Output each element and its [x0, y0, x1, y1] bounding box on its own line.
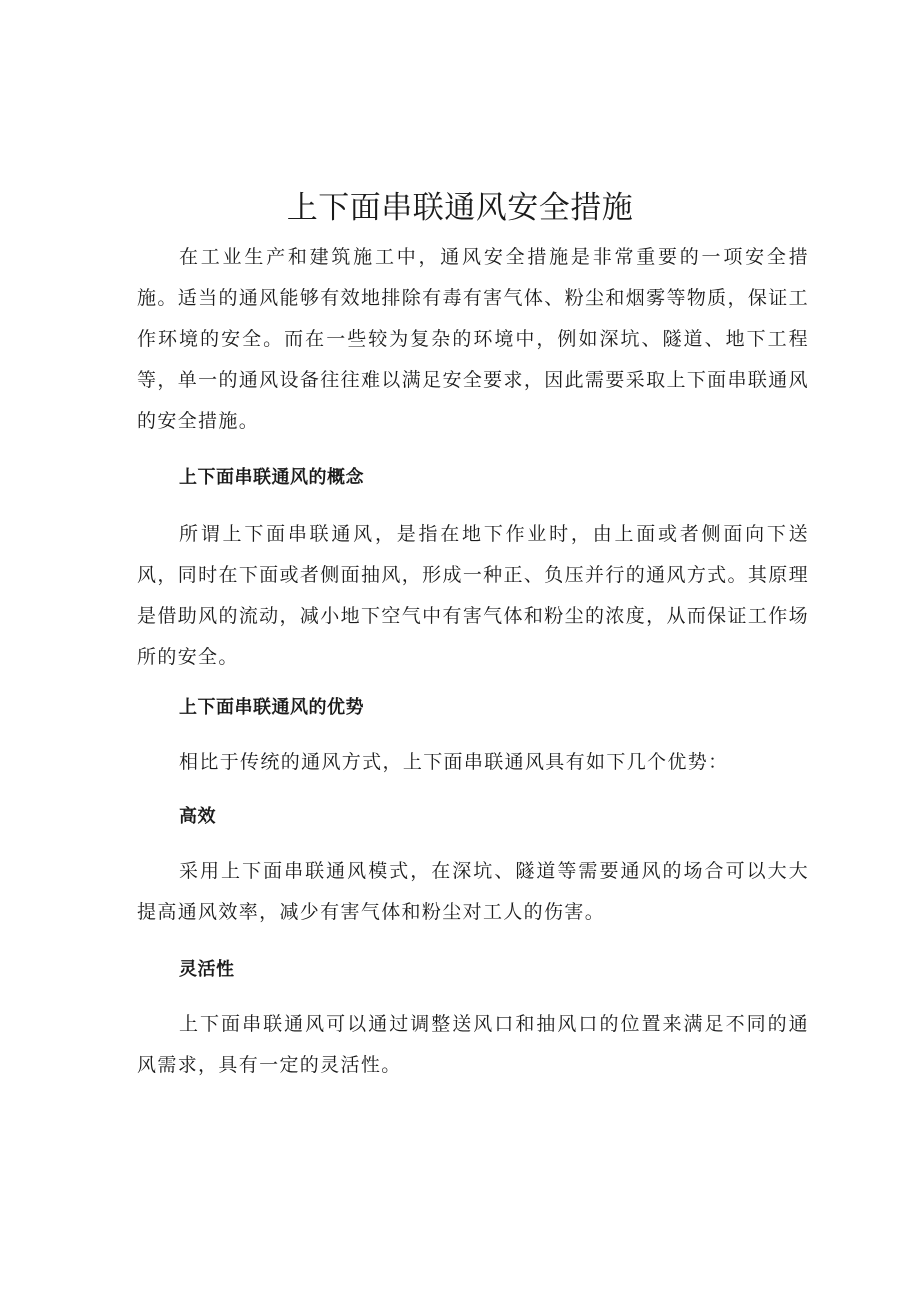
- section-body-concept: 所谓上下面串联通风，是指在地下作业时，由上面或者侧面向下送风，同时在下面或者侧面抽风，形成一种正、负压并行的通风方式。其原理是借助风的流动，减小地下空气中有害气体和粉尘的浓度，从而保证工作场所的安全。: [137, 523, 809, 668]
- section-heading-advantages: 上下面串联通风的优势: [179, 697, 364, 718]
- document-title: 上下面串联通风安全措施: [286, 190, 634, 226]
- section-body-advantages: 相比于传统的通风方式，上下面串联通风具有如下几个优势：: [179, 751, 729, 773]
- section-body-efficiency: 采用上下面串联通风模式，在深坑、隧道等需要通风的场合可以大大提高通风效率，减少有害气体和粉尘对工人的伤害。: [137, 860, 809, 923]
- section-body-flexibility: 上下面串联通风可以通过调整送风口和抽风口的位置来满足不同的通风需求，具有一定的灵活性。: [137, 1013, 809, 1076]
- section-heading-efficiency: 高效: [179, 806, 216, 827]
- intro-paragraph: 在工业生产和建筑施工中，通风安全措施是非常重要的一项安全措施。适当的通风能够有效地排除有毒有害气体、粉尘和烟雾等物质，保证工作环境的安全。而在一些较为复杂的环境中，例如深坑、隧道、地下工程等，单一的通风设备往往难以满足安全要求，因此需要采取上下面串联通风的安全措施。: [137, 246, 809, 432]
- section-heading-flexibility: 灵活性: [179, 959, 235, 980]
- section-heading-concept: 上下面串联通风的概念: [179, 467, 364, 488]
